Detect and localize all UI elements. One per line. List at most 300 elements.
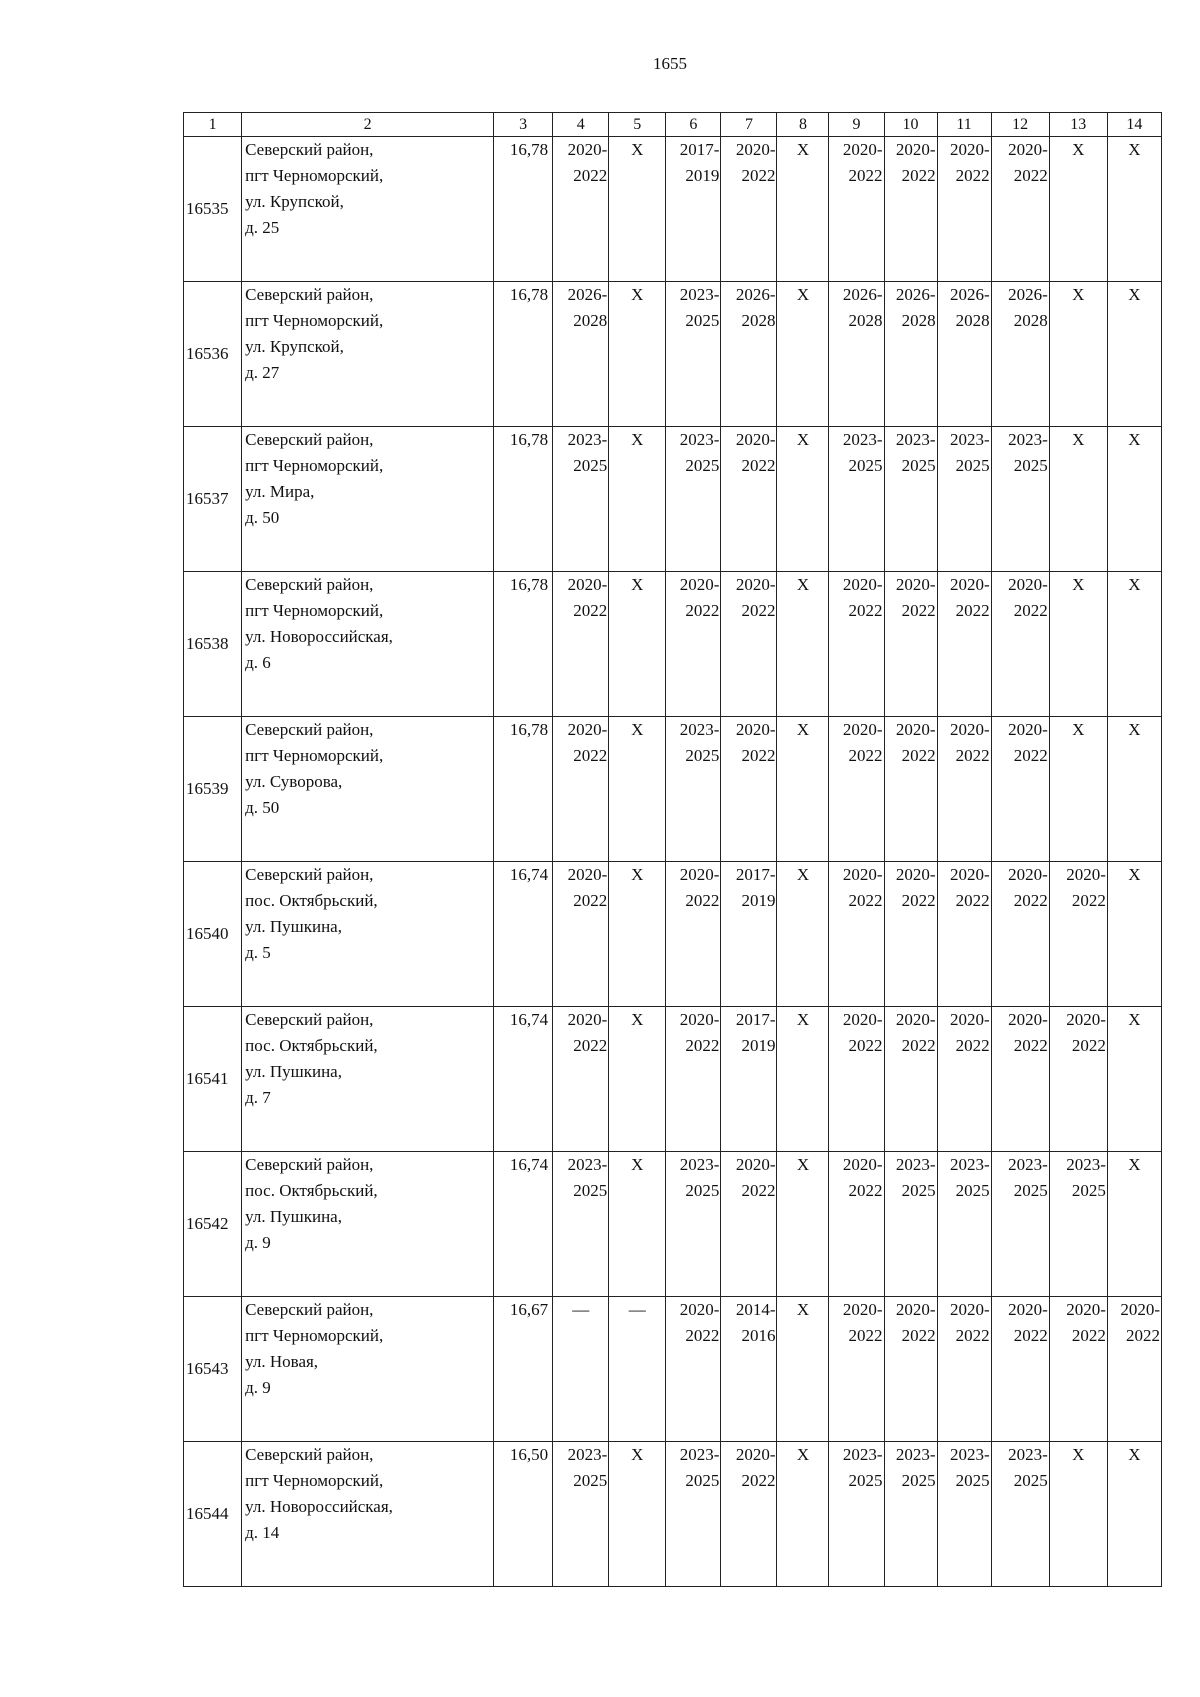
cell-c3: 16,50 bbox=[494, 1442, 553, 1587]
row-number: 16544 bbox=[184, 1442, 242, 1587]
row-number: 16540 bbox=[184, 862, 242, 1007]
address-line: Северский район, bbox=[245, 575, 374, 594]
year-part: 2025 bbox=[573, 1181, 608, 1200]
cell-c8: X bbox=[777, 572, 829, 717]
table-row bbox=[184, 1297, 1162, 1442]
cell-c12 bbox=[991, 717, 1049, 862]
page-number: 1655 bbox=[653, 54, 687, 73]
year-part: 2022 bbox=[901, 601, 936, 620]
column-header: 10 bbox=[884, 113, 937, 137]
column-header: 9 bbox=[829, 113, 884, 137]
year-part: 2023- bbox=[679, 1155, 720, 1174]
year-part: 2022 bbox=[685, 1036, 720, 1055]
year-part: 2020- bbox=[735, 1445, 776, 1464]
year-part: 2020- bbox=[567, 1010, 608, 1029]
column-header: 7 bbox=[721, 113, 777, 137]
year-part: 2025 bbox=[573, 1471, 608, 1490]
year-part: 2022 bbox=[901, 166, 936, 185]
year-part: 2020- bbox=[842, 575, 883, 594]
year-part: 2025 bbox=[1013, 456, 1048, 475]
cell-c9 bbox=[829, 862, 884, 1007]
year-part: 2022 bbox=[1071, 891, 1106, 910]
cell-c6 bbox=[666, 427, 721, 572]
year-part: 2020- bbox=[842, 140, 883, 159]
cell-c8: X bbox=[777, 862, 829, 1007]
cell-c14: X bbox=[1107, 572, 1161, 717]
year-part: 2020- bbox=[949, 865, 990, 884]
year-part: 2022 bbox=[901, 891, 936, 910]
address-line: пос. Октябрьский, bbox=[245, 891, 378, 910]
address-line: пгт Черноморский, bbox=[245, 1471, 384, 1490]
year-part: 2020- bbox=[1066, 865, 1106, 884]
year-part: 2020- bbox=[679, 575, 720, 594]
year-part: 2020- bbox=[949, 1300, 990, 1319]
year-part: 2028 bbox=[955, 311, 990, 330]
cell-c9 bbox=[829, 572, 884, 717]
cell-c7 bbox=[721, 717, 777, 862]
year-part: 2022 bbox=[848, 891, 883, 910]
year-part: 2022 bbox=[741, 746, 776, 765]
year-part: 2022 bbox=[573, 891, 608, 910]
address-cell bbox=[242, 717, 494, 862]
year-part: 2020- bbox=[895, 865, 936, 884]
cell-c8: X bbox=[777, 717, 829, 862]
cell-c3: 16,78 bbox=[494, 427, 553, 572]
address-line: Северский район, bbox=[245, 1445, 374, 1464]
year-part: 2025 bbox=[955, 1471, 990, 1490]
address-line: ул. Крупской, bbox=[245, 192, 344, 211]
year-part: 2028 bbox=[741, 311, 776, 330]
row-number: 16539 bbox=[184, 717, 242, 862]
year-part: 2016 bbox=[741, 1326, 776, 1345]
cell-c3: 16,67 bbox=[494, 1297, 553, 1442]
year-part: 2020- bbox=[1008, 575, 1048, 594]
year-part: 2014- bbox=[735, 1300, 776, 1319]
table-row bbox=[184, 282, 1162, 427]
year-part: 2020- bbox=[1120, 1300, 1160, 1319]
year-part: 2023- bbox=[842, 1445, 883, 1464]
cell-c9 bbox=[829, 137, 884, 282]
address-line: д. 27 bbox=[245, 363, 280, 382]
address-cell bbox=[242, 572, 494, 717]
address-line: пгт Черноморский, bbox=[245, 1326, 384, 1345]
cell-c14: X bbox=[1107, 137, 1161, 282]
cell-c13: X bbox=[1049, 137, 1107, 282]
year-part: 2023- bbox=[949, 430, 990, 449]
cell-c4: — bbox=[553, 1297, 609, 1442]
cell-c4 bbox=[553, 1152, 609, 1297]
year-part: 2020- bbox=[949, 575, 990, 594]
cell-c14: X bbox=[1107, 282, 1161, 427]
year-part: 2017- bbox=[735, 1010, 776, 1029]
cell-c12 bbox=[991, 282, 1049, 427]
year-part: 2020- bbox=[567, 865, 608, 884]
year-part: 2022 bbox=[1126, 1326, 1160, 1345]
cell-c3: 16,78 bbox=[494, 717, 553, 862]
year-part: 2025 bbox=[573, 456, 608, 475]
address-line: пгт Черноморский, bbox=[245, 456, 384, 475]
year-part: 2022 bbox=[573, 601, 608, 620]
column-number-row bbox=[184, 113, 1162, 137]
year-part: 2025 bbox=[901, 1181, 936, 1200]
address-line: ул. Новороссийская, bbox=[245, 627, 393, 646]
cell-c5: X bbox=[609, 1152, 666, 1297]
year-part: 2020- bbox=[842, 720, 883, 739]
column-header: 3 bbox=[494, 113, 553, 137]
year-part: 2023- bbox=[895, 1155, 936, 1174]
year-part: 2019 bbox=[741, 1036, 776, 1055]
column-header: 6 bbox=[666, 113, 721, 137]
year-part: 2022 bbox=[741, 1181, 776, 1200]
year-part: 2020- bbox=[679, 1010, 720, 1029]
cell-c8: X bbox=[777, 137, 829, 282]
cell-c7 bbox=[721, 1152, 777, 1297]
year-part: 2022 bbox=[848, 1326, 883, 1345]
cell-c6 bbox=[666, 862, 721, 1007]
year-part: 2025 bbox=[901, 456, 936, 475]
address-line: ул. Пушкина, bbox=[245, 1207, 342, 1226]
year-part: 2023- bbox=[895, 430, 936, 449]
cell-c7 bbox=[721, 1007, 777, 1152]
year-part: 2022 bbox=[1013, 1036, 1048, 1055]
cell-c3: 16,78 bbox=[494, 282, 553, 427]
column-header: 2 bbox=[242, 113, 494, 137]
cell-c9 bbox=[829, 1442, 884, 1587]
cell-c9 bbox=[829, 427, 884, 572]
column-header: 14 bbox=[1107, 113, 1161, 137]
table-row bbox=[184, 1152, 1162, 1297]
year-part: 2022 bbox=[901, 1326, 936, 1345]
cell-c11 bbox=[937, 1152, 991, 1297]
year-part: 2028 bbox=[848, 311, 883, 330]
year-part: 2017- bbox=[735, 865, 776, 884]
address-line: Северский район, bbox=[245, 140, 374, 159]
year-part: 2022 bbox=[741, 601, 776, 620]
cell-c13 bbox=[1049, 1007, 1107, 1152]
year-part: 2023- bbox=[949, 1445, 990, 1464]
address-line: Северский район, bbox=[245, 285, 374, 304]
cell-c7 bbox=[721, 1442, 777, 1587]
cell-c4 bbox=[553, 717, 609, 862]
year-part: 2028 bbox=[573, 311, 608, 330]
cell-c8: X bbox=[777, 1297, 829, 1442]
cell-c3: 16,74 bbox=[494, 862, 553, 1007]
year-part: 2022 bbox=[955, 601, 990, 620]
address-line: ул. Крупской, bbox=[245, 337, 344, 356]
column-header: 5 bbox=[609, 113, 666, 137]
cell-c8: X bbox=[777, 427, 829, 572]
year-part: 2022 bbox=[955, 891, 990, 910]
year-part: 2020- bbox=[567, 720, 608, 739]
year-part: 2022 bbox=[848, 166, 883, 185]
year-part: 2020- bbox=[735, 430, 776, 449]
cell-c6 bbox=[666, 137, 721, 282]
year-part: 2020- bbox=[1066, 1010, 1106, 1029]
year-part: 2022 bbox=[848, 601, 883, 620]
cell-c6 bbox=[666, 1152, 721, 1297]
cell-c12 bbox=[991, 1297, 1049, 1442]
cell-c3: 16,74 bbox=[494, 1152, 553, 1297]
cell-c14 bbox=[1107, 1297, 1161, 1442]
year-part: 2020- bbox=[567, 140, 608, 159]
address-line: д. 50 bbox=[245, 508, 280, 527]
year-part: 2022 bbox=[848, 1181, 883, 1200]
address-line: ул. Новая, bbox=[245, 1352, 319, 1371]
address-line: пгт Черноморский, bbox=[245, 746, 384, 765]
cell-c12 bbox=[991, 1152, 1049, 1297]
year-part: 2020- bbox=[949, 140, 990, 159]
year-part: 2022 bbox=[1013, 1326, 1048, 1345]
year-part: 2022 bbox=[955, 1036, 990, 1055]
year-part: 2020- bbox=[949, 1010, 990, 1029]
cell-c9 bbox=[829, 1152, 884, 1297]
year-part: 2020- bbox=[895, 1300, 936, 1319]
address-line: пос. Октябрьский, bbox=[245, 1036, 378, 1055]
cell-c9 bbox=[829, 1007, 884, 1152]
year-part: 2023- bbox=[679, 285, 720, 304]
year-part: 2023- bbox=[567, 430, 608, 449]
cell-c11 bbox=[937, 862, 991, 1007]
year-part: 2022 bbox=[685, 891, 720, 910]
cell-c13: X bbox=[1049, 427, 1107, 572]
year-part: 2023- bbox=[567, 1155, 608, 1174]
year-part: 2025 bbox=[685, 746, 720, 765]
address-line: пгт Черноморский, bbox=[245, 166, 384, 185]
cell-c5: X bbox=[609, 1007, 666, 1152]
cell-c6 bbox=[666, 572, 721, 717]
year-part: 2020- bbox=[1008, 140, 1048, 159]
address-cell bbox=[242, 1007, 494, 1152]
column-header: 8 bbox=[777, 113, 829, 137]
cell-c14: X bbox=[1107, 427, 1161, 572]
cell-c6 bbox=[666, 1297, 721, 1442]
year-part: 2020- bbox=[679, 1300, 720, 1319]
column-header: 13 bbox=[1049, 113, 1107, 137]
year-part: 2022 bbox=[685, 1326, 720, 1345]
year-part: 2022 bbox=[1071, 1036, 1106, 1055]
cell-c11 bbox=[937, 572, 991, 717]
table-row bbox=[184, 572, 1162, 717]
cell-c10 bbox=[884, 137, 937, 282]
table-body bbox=[184, 137, 1162, 1587]
cell-c12 bbox=[991, 1442, 1049, 1587]
year-part: 2019 bbox=[685, 166, 720, 185]
year-part: 2025 bbox=[685, 311, 720, 330]
cell-c14: X bbox=[1107, 717, 1161, 862]
year-part: 2026- bbox=[567, 285, 608, 304]
cell-c11 bbox=[937, 137, 991, 282]
address-line: Северский район, bbox=[245, 720, 374, 739]
address-line: д. 14 bbox=[245, 1523, 280, 1542]
address-cell bbox=[242, 427, 494, 572]
year-part: 2025 bbox=[1013, 1181, 1048, 1200]
year-part: 2026- bbox=[949, 285, 990, 304]
year-part: 2022 bbox=[573, 166, 608, 185]
cell-c12 bbox=[991, 137, 1049, 282]
year-part: 2025 bbox=[955, 456, 990, 475]
year-part: 2023- bbox=[1066, 1155, 1106, 1174]
year-part: 2023- bbox=[842, 430, 883, 449]
cell-c7 bbox=[721, 572, 777, 717]
cell-c10 bbox=[884, 1152, 937, 1297]
year-part: 2022 bbox=[741, 456, 776, 475]
address-line: ул. Пушкина, bbox=[245, 917, 342, 936]
cell-c9 bbox=[829, 717, 884, 862]
table-row bbox=[184, 862, 1162, 1007]
cell-c5: — bbox=[609, 1297, 666, 1442]
cell-c6 bbox=[666, 1007, 721, 1152]
cell-c13: X bbox=[1049, 717, 1107, 862]
table-row bbox=[184, 1442, 1162, 1587]
cell-c10 bbox=[884, 717, 937, 862]
year-part: 2025 bbox=[685, 456, 720, 475]
cell-c8: X bbox=[777, 1152, 829, 1297]
cell-c5: X bbox=[609, 1442, 666, 1587]
address-line: Северский район, bbox=[245, 1010, 374, 1029]
column-header: 4 bbox=[553, 113, 609, 137]
year-part: 2019 bbox=[741, 891, 776, 910]
table-row bbox=[184, 137, 1162, 282]
year-part: 2020- bbox=[735, 720, 776, 739]
cell-c4 bbox=[553, 282, 609, 427]
cell-c7 bbox=[721, 137, 777, 282]
table-row bbox=[184, 1007, 1162, 1152]
cell-c7 bbox=[721, 862, 777, 1007]
cell-c6 bbox=[666, 1442, 721, 1587]
year-part: 2020- bbox=[842, 1300, 883, 1319]
year-part: 2025 bbox=[1071, 1181, 1106, 1200]
row-number: 16535 bbox=[184, 137, 242, 282]
row-number: 16543 bbox=[184, 1297, 242, 1442]
address-line: д. 5 bbox=[245, 943, 271, 962]
table-row bbox=[184, 717, 1162, 862]
year-part: 2022 bbox=[1013, 601, 1048, 620]
address-line: Северский район, bbox=[245, 1155, 374, 1174]
address-cell bbox=[242, 1152, 494, 1297]
cell-c7 bbox=[721, 1297, 777, 1442]
row-number: 16536 bbox=[184, 282, 242, 427]
cell-c9 bbox=[829, 282, 884, 427]
year-part: 2022 bbox=[901, 1036, 936, 1055]
cell-c14: X bbox=[1107, 862, 1161, 1007]
year-part: 2022 bbox=[1013, 891, 1048, 910]
cell-c5: X bbox=[609, 862, 666, 1007]
year-part: 2020- bbox=[1008, 1300, 1048, 1319]
cell-c4 bbox=[553, 1007, 609, 1152]
cell-c10 bbox=[884, 862, 937, 1007]
year-part: 2022 bbox=[1013, 746, 1048, 765]
cell-c8: X bbox=[777, 282, 829, 427]
cell-c5: X bbox=[609, 282, 666, 427]
year-part: 2020- bbox=[842, 1010, 883, 1029]
year-part: 2026- bbox=[895, 285, 936, 304]
cell-c11 bbox=[937, 717, 991, 862]
address-line: ул. Новороссийская, bbox=[245, 1497, 393, 1516]
address-line: пгт Черноморский, bbox=[245, 311, 384, 330]
cell-c12 bbox=[991, 862, 1049, 1007]
year-part: 2020- bbox=[567, 575, 608, 594]
year-part: 2020- bbox=[895, 1010, 936, 1029]
address-line: д. 9 bbox=[245, 1233, 271, 1252]
cell-c6 bbox=[666, 717, 721, 862]
cell-c12 bbox=[991, 427, 1049, 572]
year-part: 2022 bbox=[741, 166, 776, 185]
year-part: 2020- bbox=[842, 865, 883, 884]
row-number: 16541 bbox=[184, 1007, 242, 1152]
cell-c11 bbox=[937, 1007, 991, 1152]
address-line: д. 50 bbox=[245, 798, 280, 817]
register-table bbox=[183, 112, 1162, 1587]
year-part: 2020- bbox=[895, 140, 936, 159]
year-part: 2022 bbox=[955, 1326, 990, 1345]
year-part: 2020- bbox=[949, 720, 990, 739]
cell-c4 bbox=[553, 137, 609, 282]
cell-c13 bbox=[1049, 1152, 1107, 1297]
cell-c13: X bbox=[1049, 282, 1107, 427]
cell-c4 bbox=[553, 427, 609, 572]
year-part: 2023- bbox=[1008, 430, 1048, 449]
column-header: 1 bbox=[184, 113, 242, 137]
address-cell bbox=[242, 137, 494, 282]
column-header: 11 bbox=[937, 113, 991, 137]
year-part: 2023- bbox=[679, 430, 720, 449]
address-line: Северский район, bbox=[245, 865, 374, 884]
year-part: 2028 bbox=[901, 311, 936, 330]
cell-c13: X bbox=[1049, 1442, 1107, 1587]
cell-c11 bbox=[937, 427, 991, 572]
cell-c4 bbox=[553, 862, 609, 1007]
cell-c5: X bbox=[609, 572, 666, 717]
year-part: 2025 bbox=[955, 1181, 990, 1200]
cell-c9 bbox=[829, 1297, 884, 1442]
year-part: 2020- bbox=[1066, 1300, 1106, 1319]
cell-c10 bbox=[884, 282, 937, 427]
cell-c10 bbox=[884, 572, 937, 717]
row-number: 16542 bbox=[184, 1152, 242, 1297]
address-line: д. 6 bbox=[245, 653, 271, 672]
address-line: д. 7 bbox=[245, 1088, 271, 1107]
year-part: 2022 bbox=[955, 746, 990, 765]
table-row bbox=[184, 427, 1162, 572]
year-part: 2023- bbox=[567, 1445, 608, 1464]
year-part: 2026- bbox=[1008, 285, 1048, 304]
year-part: 2022 bbox=[848, 1036, 883, 1055]
year-part: 2023- bbox=[895, 1445, 936, 1464]
year-part: 2022 bbox=[848, 746, 883, 765]
year-part: 2022 bbox=[955, 166, 990, 185]
cell-c11 bbox=[937, 282, 991, 427]
year-part: 2023- bbox=[949, 1155, 990, 1174]
cell-c11 bbox=[937, 1297, 991, 1442]
cell-c5: X bbox=[609, 137, 666, 282]
cell-c13: X bbox=[1049, 572, 1107, 717]
year-part: 2022 bbox=[1071, 1326, 1106, 1345]
cell-c13 bbox=[1049, 862, 1107, 1007]
cell-c10 bbox=[884, 1297, 937, 1442]
year-part: 2022 bbox=[1013, 166, 1048, 185]
year-part: 2023- bbox=[679, 720, 720, 739]
year-part: 2022 bbox=[685, 601, 720, 620]
cell-c4 bbox=[553, 572, 609, 717]
cell-c5: X bbox=[609, 427, 666, 572]
year-part: 2020- bbox=[895, 575, 936, 594]
address-line: д. 9 bbox=[245, 1378, 271, 1397]
cell-c13 bbox=[1049, 1297, 1107, 1442]
column-header: 12 bbox=[991, 113, 1049, 137]
year-part: 2020- bbox=[679, 865, 720, 884]
year-part: 2020- bbox=[735, 575, 776, 594]
cell-c10 bbox=[884, 1442, 937, 1587]
